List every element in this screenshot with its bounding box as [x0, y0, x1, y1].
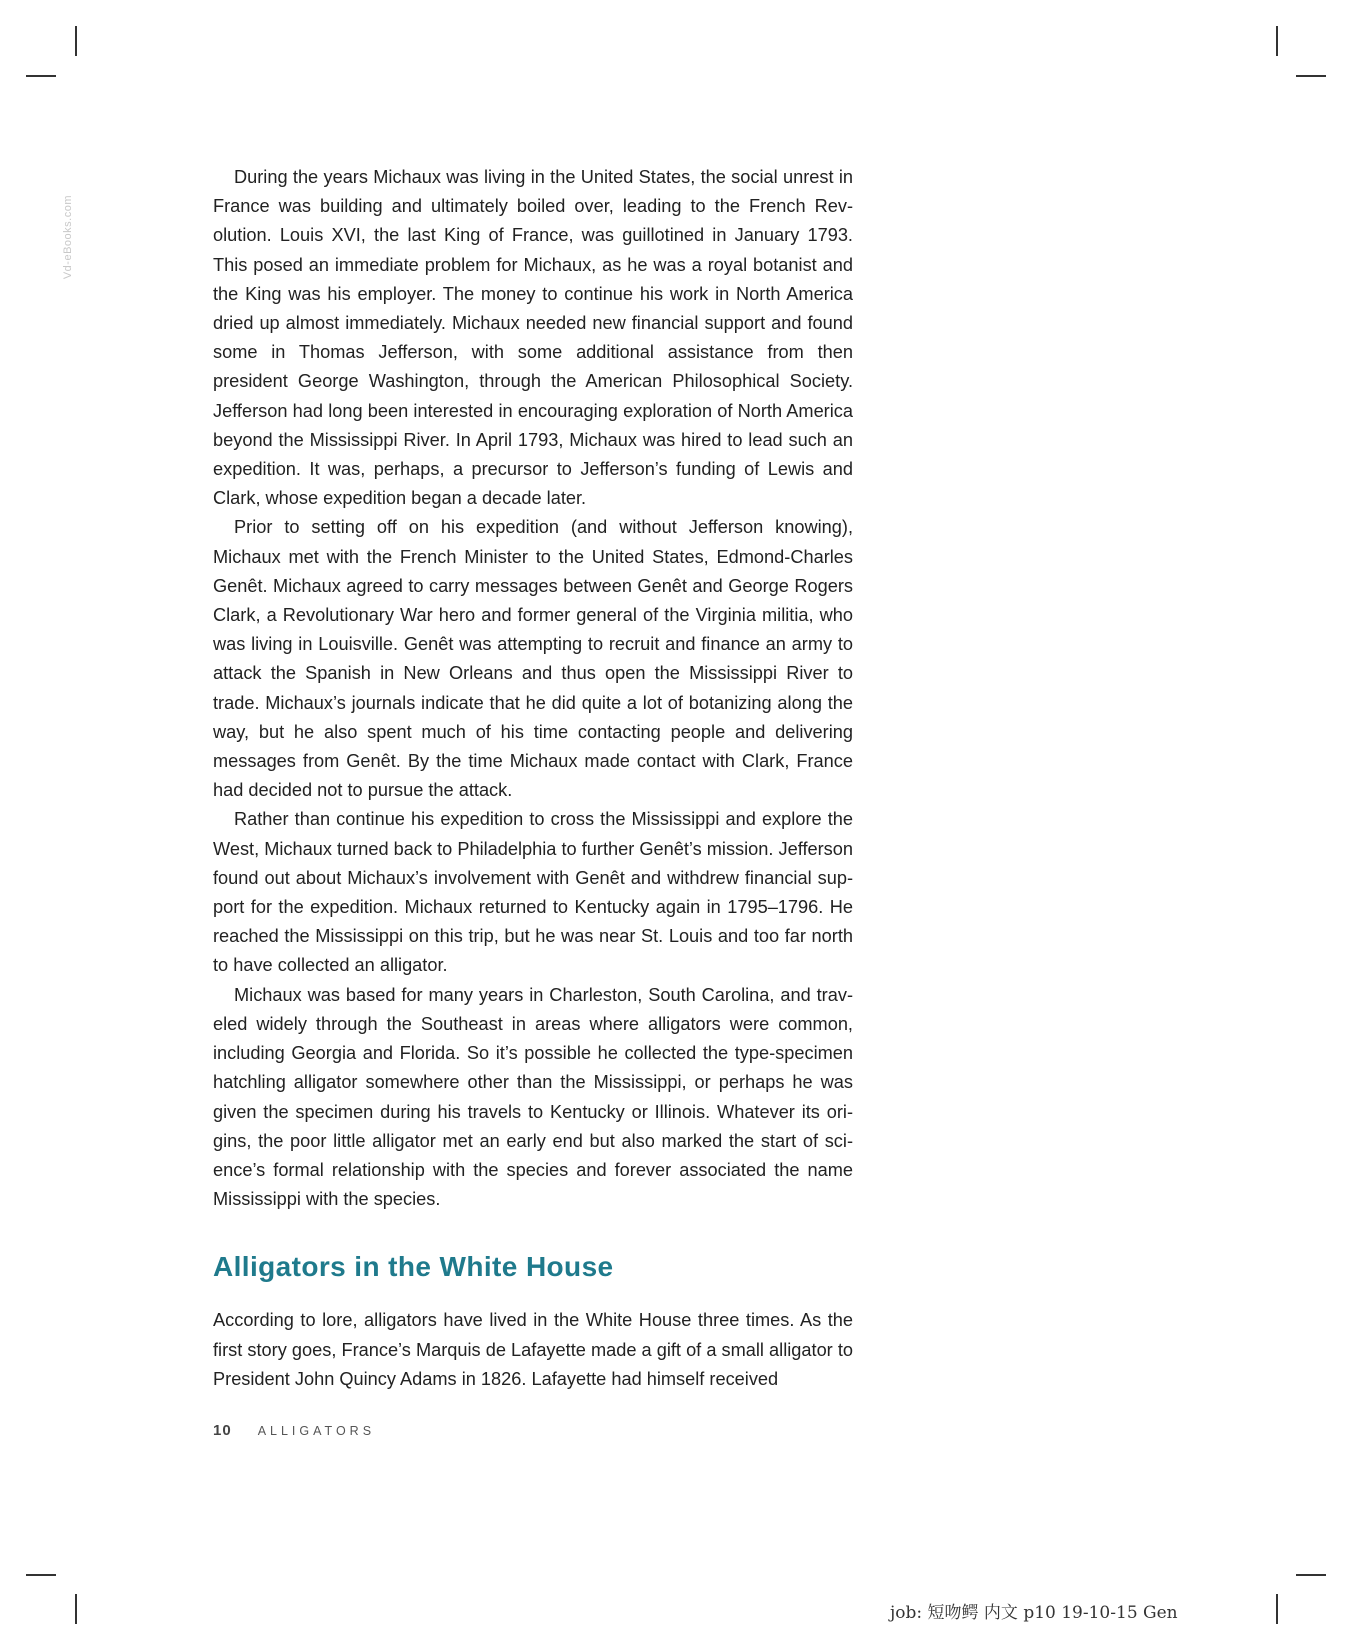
section-paragraph: According to lore, alligators have lived in the White House three times. As the first story goes, France’s Marquis de Lafayette made a gift of a small alligator to President John Quincy Adams in 1826. Lafayette had himself received: [213, 1310, 853, 1389]
printer-job-slug: job: 短吻鳄 内文 p10 19-10-15 Gen: [890, 1603, 1178, 1623]
paragraph-3: Rather than continue his expedition to cross the Mississippi and explore the West, Michaux turned back to Philadelphia to further Genêt’s mission. Jefferson found out about Michaux’s involvement with Genêt and withdrew financial support for the expedition. Michaux returned to Kentucky again in 1795–1796. He reached the Mississippi on this trip, but he was near St. Louis and too far north to have collected an alligator.: [213, 809, 853, 976]
page-number: 10: [213, 1422, 232, 1439]
crop-mark-top-left-horizontal: [26, 75, 56, 77]
paragraph-2: Prior to setting off on his expedition (and without Jefferson knowing), Michaux met with the French Minister to the United States, Edmond-Charles Genêt. Michaux agreed to carry messages between Genêt and George Rogers Clark, a Revolutionary War hero and former general of the Virginia militia, who was living in Louisville. Genêt was attempting to recruit and finance an army to attack the Spanish in New Orleans and thus open the Mississippi River to trade. Michaux’s journals indicate that he did quite a lot of botanizing along the way, but he also spent much of his time contacting people and delivering messages from Genêt. By the time Michaux made contact with Clark, France had decided not to pursue the attack.: [213, 517, 853, 801]
paragraph-4: Michaux was based for many years in Charleston, South Carolina, and traveled widely through the Southeast in areas where alligators were common, including Georgia and Florida. So it’s possible he collected the type-specimen hatchling alligator somewhere other than the Mississippi, or perhaps he was given the specimen during his travels to Kentucky or Illinois. Whatever its origins, the poor little alligator met an early end but also marked the start of science’s formal relationship with the species and forever associated the name Mississippi with the species.: [213, 984, 853, 1210]
running-head: ALLIGATORS: [257, 1424, 376, 1438]
paragraph-1: During the years Michaux was living in the United States, the social unrest in France was building and ultimately boiled over, leading to the French Revolution. Louis XVI, the last King of France, was guillotined in January 1793. This posed an immediate problem for Michaux, as he was a royal botanist and the King was his employer. The money to continue his work in North America dried up almost immediately. Michaux needed new financial support and found some in Thomas Jefferson, with some additional assistance from then president George Washington, through the American Philosophical Society. Jefferson had long been interested in encouraging exploration of North America beyond the Mississippi River. In April 1793, Michaux was hired to lead such an expedition. It was, perhaps, a precursor to Jefferson’s funding of Lewis and Clark, whose expedition began a decade later.: [213, 167, 853, 509]
crop-mark-bottom-right-horizontal: [1296, 1574, 1326, 1576]
section-heading: Alligators in the White House: [213, 1251, 614, 1283]
crop-mark-top-right-horizontal: [1296, 75, 1326, 77]
body-text: [213, 163, 853, 1394]
crop-mark-bottom-left-horizontal: [26, 1574, 56, 1576]
page-footer: [213, 1422, 375, 1439]
crop-mark-bottom-right-vertical: [1276, 1594, 1278, 1624]
crop-mark-top-right-vertical: [1276, 26, 1278, 56]
side-watermark: Vd-eBooks.com: [62, 195, 74, 280]
crop-mark-bottom-left-vertical: [75, 1594, 77, 1624]
crop-mark-top-left-vertical: [75, 26, 77, 56]
